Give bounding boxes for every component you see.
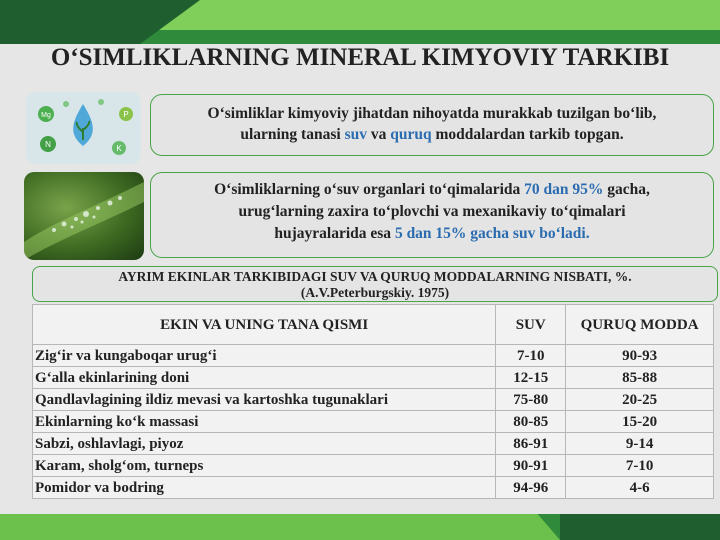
- callout-water-content: [150, 172, 714, 258]
- bottom-decor-light: [0, 514, 560, 540]
- top-decor-dark: [0, 0, 200, 44]
- table-cell-water: 86-91: [496, 433, 566, 455]
- table-cell-dry-matter: 90-93: [566, 345, 714, 367]
- callout-2-highlight-seeds: 5 dan 15% gacha suv bo‘ladi.: [394, 225, 590, 242]
- table-cell-water: 7-10: [496, 345, 566, 367]
- table-cell-crop: Ekinlarning ko‘k massasi: [33, 411, 496, 433]
- callout-2-line-3: [151, 223, 713, 245]
- table-row: [33, 345, 714, 367]
- table-header-crop: EKIN VA UNING TANA QISMI: [33, 305, 496, 345]
- table-cell-water: 90-91: [496, 455, 566, 477]
- table-cell-crop: Sabzi, oshlavlagi, piyoz: [33, 433, 496, 455]
- table-cell-water: 75-80: [496, 389, 566, 411]
- callout-1-text-b: va: [366, 126, 391, 143]
- table-cell-water: 12-15: [496, 367, 566, 389]
- table-cell-dry-matter: 85-88: [566, 367, 714, 389]
- callout-1-line-1: O‘simliklar kimyoviy jihatdan nihoyatda murakkab tuzilgan bo‘lib,: [207, 105, 657, 122]
- table-caption: [32, 266, 718, 302]
- callout-1-highlight-quruq: quruq: [390, 126, 432, 143]
- table-row: [33, 411, 714, 433]
- table-row: [33, 477, 714, 499]
- callout-2-line-1: [151, 179, 713, 201]
- table-header-dry-matter: QURUQ MODDA: [566, 305, 714, 345]
- dew-leaf-image: [24, 172, 144, 260]
- mineral-letter-mg: Mg: [41, 112, 51, 119]
- bottom-decor-bar: [0, 514, 720, 540]
- top-decor-bar: [0, 0, 720, 44]
- table-row: [33, 367, 714, 389]
- callout-composition: [150, 94, 714, 156]
- callout-1-text-c: moddalardan tarkib topgan.: [431, 126, 624, 143]
- table-cell-dry-matter: 9-14: [566, 433, 714, 455]
- mineral-letter-n: N: [45, 140, 51, 149]
- table-cell-crop: G‘alla ekinlarining doni: [33, 367, 496, 389]
- page-title: O‘SIMLIKLARNING MINERAL KIMYOVIY TARKIBI: [50, 44, 670, 71]
- table-cell-dry-matter: 20-25: [566, 389, 714, 411]
- table-cell-dry-matter: 7-10: [566, 455, 714, 477]
- mineral-letter-p: P: [123, 110, 129, 119]
- table-cell-water: 94-96: [496, 477, 566, 499]
- mineral-elements-icon: [26, 92, 141, 164]
- callout-1-highlight-suv: suv: [344, 126, 367, 143]
- callout-2-text-c: hujayralarida esa: [274, 225, 395, 242]
- mineral-letter-k: K: [116, 144, 122, 153]
- callout-2-line-2: urug‘larning zaxira to‘plovchi va mexanikaviy to‘qimalari: [238, 203, 626, 220]
- table-cell-crop: Qandlavlagining ildiz mevasi va kartoshka tugunaklari: [33, 389, 496, 411]
- table-cell-dry-matter: 4-6: [566, 477, 714, 499]
- callout-2-highlight-range: 70 dan 95%: [524, 181, 604, 198]
- table-cell-water: 80-85: [496, 411, 566, 433]
- table-row: [33, 433, 714, 455]
- water-dry-matter-table: [32, 304, 714, 499]
- table-cell-dry-matter: 15-20: [566, 411, 714, 433]
- table-caption-title: AYRIM EKINLAR TARKIBIDAGI SUV VA QURUQ MODDALARNING NISBATI, %.: [118, 269, 632, 284]
- callout-2-text-a: O‘simliklarning o‘suv organlari to‘qimalarida: [214, 181, 525, 198]
- bottom-decor-dark: [560, 514, 720, 540]
- table-cell-crop: Pomidor va bodring: [33, 477, 496, 499]
- top-decor-light: [130, 0, 720, 30]
- table-caption-source: (A.V.Peterburgskiy. 1975): [300, 285, 450, 300]
- table-header-row: [33, 305, 714, 345]
- table-header-water: SUV: [496, 305, 566, 345]
- table-cell-crop: Karam, sholg‘om, turneps: [33, 455, 496, 477]
- table-cell-crop: Zig‘ir va kungaboqar urug‘i: [33, 345, 496, 367]
- callout-1-text-a: ularning tanasi: [240, 126, 345, 143]
- table-row: [33, 389, 714, 411]
- table-row: [33, 455, 714, 477]
- callout-1-line-2: [151, 124, 713, 145]
- callout-2-text-b: gacha,: [603, 181, 650, 198]
